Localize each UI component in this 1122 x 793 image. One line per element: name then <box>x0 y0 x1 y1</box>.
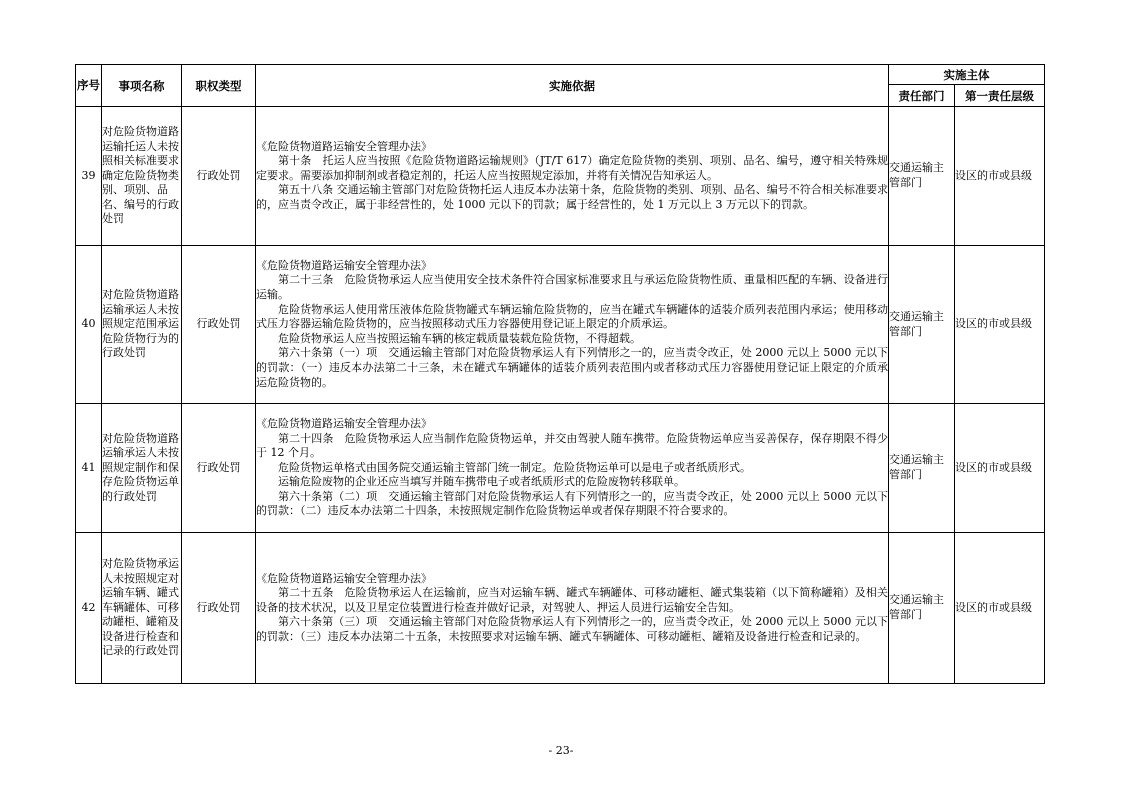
header-name: 事项名称 <box>102 65 182 107</box>
basis-paragraph: 第六十条第（一）项 交通运输主管部门对危险货物承运人有下列情形之一的，应当责令改正，处 2000 元以上 5000 元以下的罚款：（一）违反本办法第二十三条，未在罐式车辆罐体的适装介质列表范围内或者移动式压力容器使用登记证上限定的介质承运危险货物的。 <box>256 346 888 389</box>
row-name: 对危险货物道路运输承运人未按照规定范围承运危险货物行为的行政处罚 <box>102 246 182 404</box>
basis-paragraph: 运输危险废物的企业还应当填写并随车携带电子或者纸质形式的危险废物转移联单。 <box>278 475 685 489</box>
row-type: 行政处罚 <box>182 533 256 684</box>
header-level: 第一责任层级 <box>955 85 1045 107</box>
row-dept: 交通运输主管部门 <box>889 533 955 684</box>
basis-paragraph: 第二十三条 危险货物承运人应当使用安全技术条件符合国家标准要求且与承运危险货物性质、重量相匹配的车辆、设备进行运输。 <box>256 273 888 302</box>
header-subject: 实施主体 <box>889 65 1045 85</box>
page-number: - 23- <box>548 744 574 757</box>
header-dept: 责任部门 <box>889 85 955 107</box>
basis-paragraph: 第十条 托运人应当按照《危险货物道路运输规则》（JT/T 617）确定危险货物的类别、项别、品名、编号，遵守相关特殊规定要求。需要添加抑制剂或者稳定剂的，托运人应当按照规定添加，并将有关情况告知承运人。 <box>256 154 888 182</box>
row-basis <box>256 404 889 533</box>
table-row <box>76 246 1045 404</box>
row-level: 设区的市或县级 <box>955 246 1045 404</box>
row-name: 对危险货物道路运输承运人未按照规定制作和保存危险货物运单的行政处罚 <box>102 404 182 533</box>
row-num: 40 <box>76 246 102 404</box>
row-basis <box>256 107 889 246</box>
basis-paragraph: 《危险货物道路运输安全管理办法》 <box>256 139 432 153</box>
basis-paragraph: 第二十五条 危险货物承运人在运输前，应当对运输车辆、罐式车辆罐体、可移动罐柜、罐式集装箱（以下简称罐箱）及相关设备的技术状况，以及卫星定位装置进行检查并做好记录，对驾驶人、押运人员进行运输安全告知。 <box>256 586 888 614</box>
row-dept: 交通运输主管部门 <box>889 404 955 533</box>
basis-paragraph: 《危险货物道路运输安全管理办法》 <box>256 416 432 430</box>
basis-paragraph: 危险货物运单格式由国务院交通运输主管部门统一制定。危险货物运单可以是电子或者纸质形式。 <box>278 460 751 474</box>
table-row <box>76 107 1045 246</box>
basis-paragraph: 第二十四条 危险货物承运人应当制作危险货物运单，并交由驾驶人随车携带。危险货物运单应当妥善保存，保存期限不得少于 12 个月。 <box>256 431 888 460</box>
row-type: 行政处罚 <box>182 107 256 246</box>
header-type: 职权类型 <box>182 65 256 107</box>
header-basis: 实施依据 <box>256 65 889 107</box>
row-level: 设区的市或县级 <box>955 107 1045 246</box>
basis-paragraph: 第五十八条 交通运输主管部门对危险货物托运人违反本办法第十条，危险货物的类别、项别、品名、编号不符合相关标准要求的，应当责令改正，属于非经营性的，处 1000 元以下的罚款；属于经营性的，处 1 万元以上 3 万元以下的罚款。 <box>256 183 888 211</box>
row-type: 行政处罚 <box>182 404 256 533</box>
basis-paragraph: 第六十条第（二）项 交通运输主管部门对危险货物承运人有下列情形之一的，应当责令改正，处 2000 元以上 5000 元以下的罚款：（二）违反本办法第二十四条，未按照规定制作危险货物运单或者保存期限不符合要求的。 <box>256 489 888 518</box>
row-dept: 交通运输主管部门 <box>889 246 955 404</box>
row-level: 设区的市或县级 <box>955 404 1045 533</box>
row-num: 39 <box>76 107 102 246</box>
basis-paragraph: 《危险货物道路运输安全管理办法》 <box>256 571 432 585</box>
enforcement-table <box>75 64 1045 684</box>
row-name: 对危险货物承运人未按照规定对运输车辆、罐式车辆罐体、可移动罐柜、罐箱及设备进行检查和记录的行政处罚 <box>102 533 182 684</box>
header-num: 序号 <box>76 65 102 107</box>
row-num: 41 <box>76 404 102 533</box>
basis-paragraph: 危险货物承运人使用常压液体危险货物罐式车辆运输危险货物的，应当在罐式车辆罐体的适装介质列表范围内承运；使用移动式压力容器运输危险货物的，应当按照移动式压力容器使用登记证上限定的介质承运。 <box>256 302 888 331</box>
row-dept: 交通运输主管部门 <box>889 107 955 246</box>
row-name: 对危险货物道路运输托运人未按照相关标准要求确定危险货物类别、项别、品名、编号的行政处罚 <box>102 107 182 246</box>
row-basis <box>256 246 889 404</box>
basis-paragraph: 第六十条第（三）项 交通运输主管部门对危险货物承运人有下列情形之一的，应当责令改正，处 2000 元以上 5000 元以下的罚款：（三）违反本办法第二十五条，未按照要求对运输车辆、罐式车辆罐体、可移动罐柜、罐箱及设备进行检查和记录的。 <box>256 615 888 643</box>
table-row <box>76 533 1045 684</box>
row-type: 行政处罚 <box>182 246 256 404</box>
basis-paragraph: 《危险货物道路运输安全管理办法》 <box>256 258 432 272</box>
table-row <box>76 404 1045 533</box>
basis-paragraph: 危险货物承运人应当按照运输车辆的核定载质量装载危险货物，不得超载。 <box>278 331 641 345</box>
row-num: 42 <box>76 533 102 684</box>
row-basis <box>256 533 889 684</box>
row-level: 设区的市或县级 <box>955 533 1045 684</box>
